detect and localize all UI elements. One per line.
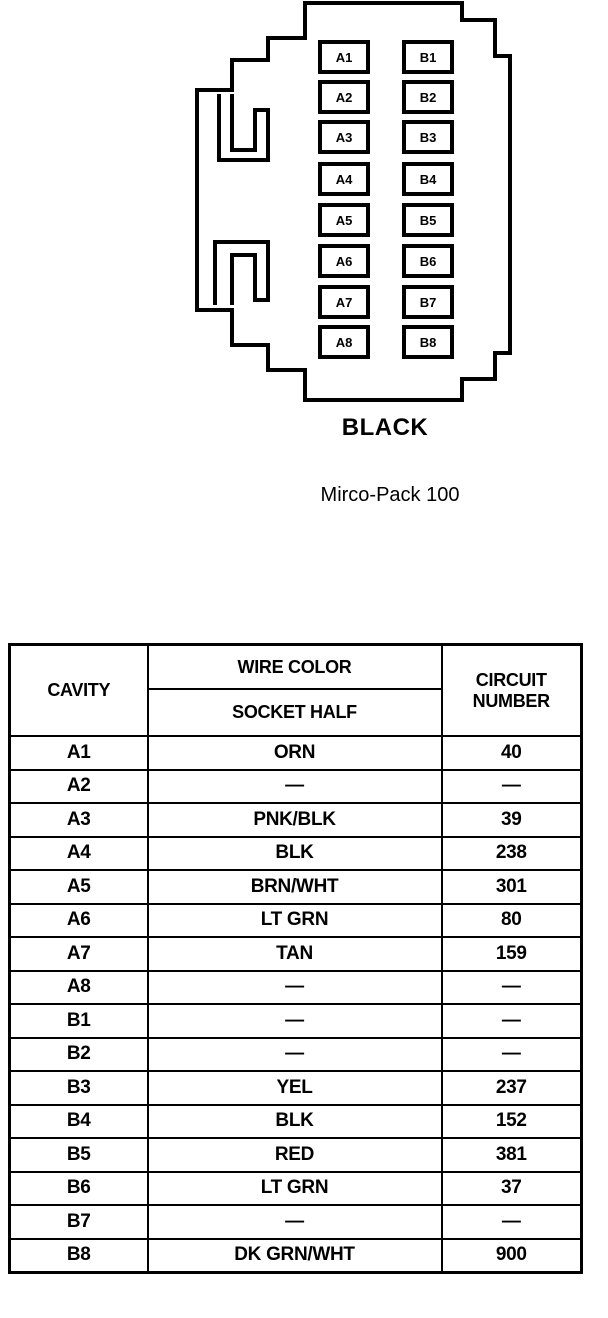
wire-color-cell: — bbox=[148, 1038, 442, 1072]
pin-cavity-b3 bbox=[404, 122, 452, 152]
cavity-cell: B7 bbox=[10, 1205, 148, 1239]
table-row bbox=[10, 904, 582, 938]
cavity-cell: B3 bbox=[10, 1071, 148, 1105]
pin-label: B8 bbox=[419, 335, 437, 350]
circuit-number-cell: — bbox=[442, 770, 582, 804]
cavity-cell: A1 bbox=[10, 736, 148, 770]
pin-label: B3 bbox=[419, 130, 437, 145]
wire-color-cell: YEL bbox=[148, 1071, 442, 1105]
cavity-cell: B6 bbox=[10, 1172, 148, 1206]
pin-label: B2 bbox=[419, 90, 437, 105]
table-row bbox=[10, 1138, 582, 1172]
cavity-cell: A7 bbox=[10, 937, 148, 971]
pin-cavity-a4 bbox=[320, 164, 368, 194]
pin-label: B1 bbox=[419, 50, 437, 65]
wire-color-cell: — bbox=[148, 971, 442, 1005]
pin-cavity-b4 bbox=[404, 164, 452, 194]
cavity-cell: A5 bbox=[10, 870, 148, 904]
circuit-number-cell: — bbox=[442, 971, 582, 1005]
circuit-number-cell: — bbox=[442, 1038, 582, 1072]
table-row bbox=[10, 837, 582, 871]
wire-color-cell: LT GRN bbox=[148, 904, 442, 938]
table-row bbox=[10, 736, 582, 770]
pin-label: B5 bbox=[419, 213, 437, 228]
circuit-number-cell: 238 bbox=[442, 837, 582, 871]
pin-cavity-b8 bbox=[404, 327, 452, 357]
table-row bbox=[10, 1071, 582, 1105]
pin-label: A7 bbox=[335, 295, 353, 310]
pin-cavity-a3 bbox=[320, 122, 368, 152]
wire-color-cell: BLK bbox=[148, 837, 442, 871]
circuit-number-cell: 152 bbox=[442, 1105, 582, 1139]
table-row bbox=[10, 770, 582, 804]
wire-color-cell: — bbox=[148, 1205, 442, 1239]
pin-cavity-a8 bbox=[320, 327, 368, 357]
connector-diagram bbox=[0, 0, 608, 470]
pin-label: A8 bbox=[335, 335, 353, 350]
pin-column-b bbox=[404, 42, 452, 357]
circuit-number-cell: 40 bbox=[442, 736, 582, 770]
wire-color-cell: ORN bbox=[148, 736, 442, 770]
pin-label: B4 bbox=[419, 172, 437, 187]
pin-cavity-a6 bbox=[320, 246, 368, 276]
circuit-header-line2: NUMBER bbox=[472, 690, 550, 711]
cavity-cell: B1 bbox=[10, 1004, 148, 1038]
table-row bbox=[10, 1105, 582, 1139]
pin-cavity-b7 bbox=[404, 287, 452, 317]
pin-cavity-a5 bbox=[320, 205, 368, 235]
table-row bbox=[10, 1038, 582, 1072]
pin-cavity-a7 bbox=[320, 287, 368, 317]
cavity-cell: B5 bbox=[10, 1138, 148, 1172]
circuit-number-cell: 237 bbox=[442, 1071, 582, 1105]
circuit-number-cell: 301 bbox=[442, 870, 582, 904]
cavity-cell: A3 bbox=[10, 803, 148, 837]
circuit-number-cell: 37 bbox=[442, 1172, 582, 1206]
wire-color-cell: DK GRN/WHT bbox=[148, 1239, 442, 1273]
circuit-number-cell: — bbox=[442, 1004, 582, 1038]
table-row bbox=[10, 870, 582, 904]
pin-label: A5 bbox=[335, 213, 353, 228]
pinout-rows bbox=[10, 736, 582, 1273]
pin-cavity-b6 bbox=[404, 246, 452, 276]
table-row bbox=[10, 1205, 582, 1239]
socket-half-header: SOCKET HALF bbox=[148, 689, 442, 736]
circuit-number-cell: 381 bbox=[442, 1138, 582, 1172]
cavity-cell: A4 bbox=[10, 837, 148, 871]
cavity-cell: A8 bbox=[10, 971, 148, 1005]
wire-color-cell: BRN/WHT bbox=[148, 870, 442, 904]
circuit-number-cell: 80 bbox=[442, 904, 582, 938]
circuit-number-cell: 159 bbox=[442, 937, 582, 971]
connector-color-label: BLACK bbox=[341, 414, 429, 441]
circuit-number-cell: 39 bbox=[442, 803, 582, 837]
cavity-cell: A6 bbox=[10, 904, 148, 938]
pin-cavity-a1 bbox=[320, 42, 368, 72]
wire-color-cell: RED bbox=[148, 1138, 442, 1172]
cavity-cell: B2 bbox=[10, 1038, 148, 1072]
pin-label: B6 bbox=[419, 254, 437, 269]
table-row bbox=[10, 803, 582, 837]
pin-cavity-a2 bbox=[320, 82, 368, 112]
connector-body-outline bbox=[197, 3, 510, 400]
pinout-table bbox=[8, 643, 583, 1274]
cavity-cell: B8 bbox=[10, 1239, 148, 1273]
table-row bbox=[10, 1172, 582, 1206]
pin-label: A2 bbox=[335, 90, 353, 105]
pin-label: A4 bbox=[335, 172, 353, 187]
upper-latch-slot bbox=[219, 94, 268, 160]
table-row bbox=[10, 1239, 582, 1273]
pin-label: A6 bbox=[335, 254, 353, 269]
wire-color-cell: — bbox=[148, 1004, 442, 1038]
wire-color-cell: LT GRN bbox=[148, 1172, 442, 1206]
wire-color-header: WIRE COLOR bbox=[148, 645, 442, 690]
wire-color-cell: PNK/BLK bbox=[148, 803, 442, 837]
cavity-cell: A2 bbox=[10, 770, 148, 804]
pin-cavity-b1 bbox=[404, 42, 452, 72]
table-row bbox=[10, 971, 582, 1005]
circuit-number-header bbox=[442, 645, 582, 737]
pin-label: A1 bbox=[335, 50, 353, 65]
circuit-header-line1: CIRCUIT bbox=[475, 669, 547, 690]
connector-model-label: Mirco-Pack 100 bbox=[320, 484, 460, 506]
pin-label: B7 bbox=[419, 295, 437, 310]
table-row bbox=[10, 937, 582, 971]
table-row bbox=[10, 1004, 582, 1038]
pin-label: A3 bbox=[335, 130, 353, 145]
pin-column-a bbox=[320, 42, 368, 357]
pin-cavity-b2 bbox=[404, 82, 452, 112]
circuit-number-cell: 900 bbox=[442, 1239, 582, 1273]
wire-color-cell: BLK bbox=[148, 1105, 442, 1139]
pin-cavity-b5 bbox=[404, 205, 452, 235]
lower-latch-slot bbox=[215, 242, 268, 305]
wire-color-cell: — bbox=[148, 770, 442, 804]
cavity-cell: B4 bbox=[10, 1105, 148, 1139]
wire-color-cell: TAN bbox=[148, 937, 442, 971]
circuit-number-cell: — bbox=[442, 1205, 582, 1239]
cavity-header: CAVITY bbox=[10, 645, 148, 737]
